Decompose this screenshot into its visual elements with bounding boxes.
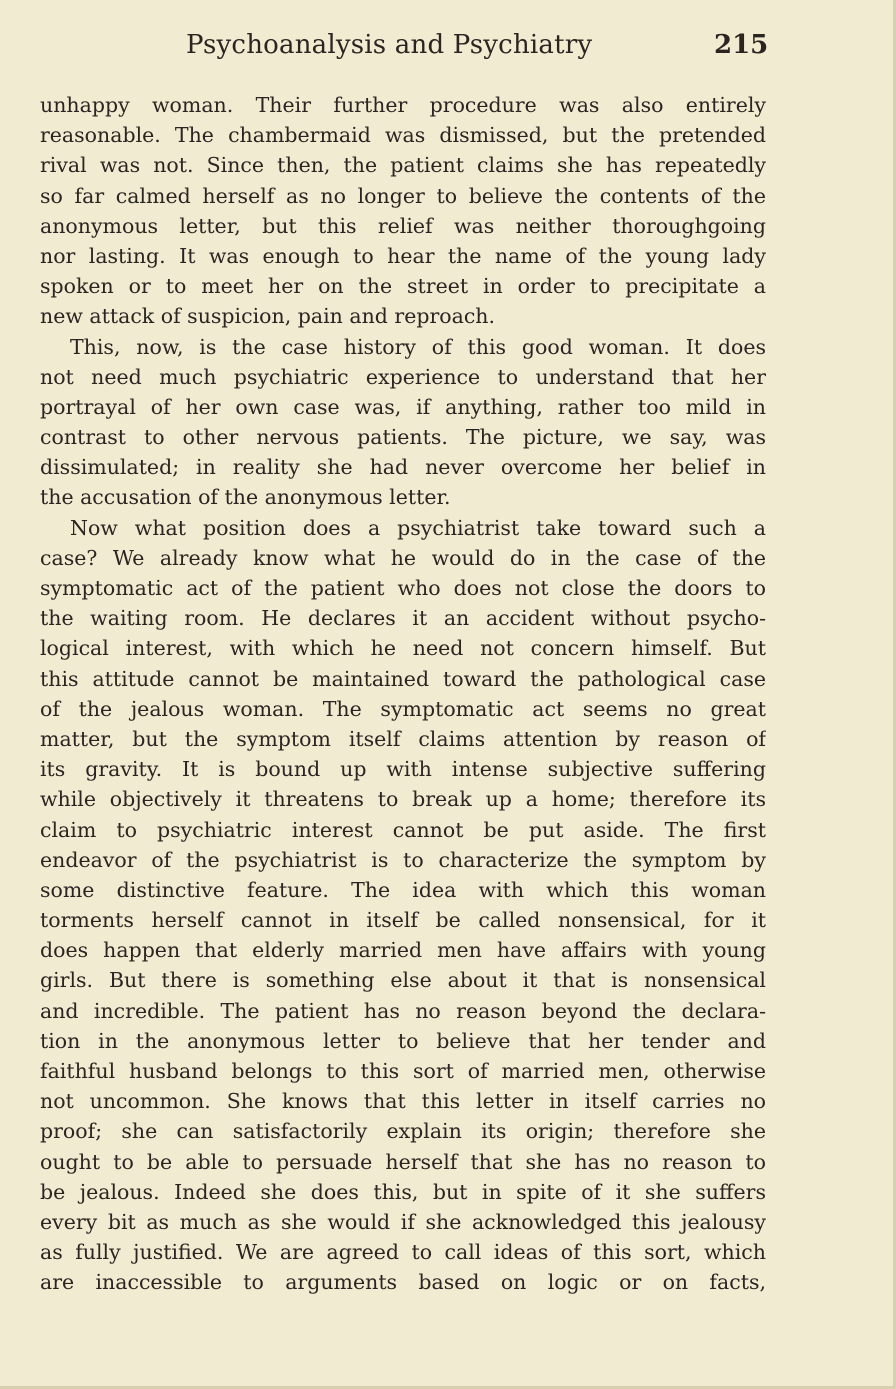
text-line: spoken or to meet her on the street in order to precipitate a: [40, 274, 766, 299]
text-line: torments herself cannot in itself be called nonsensical, for it: [40, 908, 766, 933]
text-line: the waiting room. He declares it an accident without psycho-: [40, 606, 766, 631]
text-line: tion in the anonymous letter to believe that her tender and: [40, 1028, 766, 1053]
text-line: dissimulated; in reality she had never overcome her belief in: [40, 455, 766, 480]
text-line: while objectively it threatens to break up a home; therefore its: [40, 787, 766, 812]
text-line: and incredible. The patient has no reason beyond the declara-: [40, 998, 766, 1023]
paragraph-first-line: Now what position does a psychiatrist take toward such a: [70, 515, 766, 540]
text-line: does happen that elderly married men have affairs with young: [40, 938, 766, 963]
text-line: the accusation of the anonymous letter.: [40, 485, 451, 510]
text-line: not need much psychiatric experience to understand that her: [40, 364, 766, 389]
body-text: [40, 90, 766, 1298]
text-line: endeavor of the psychiatrist is to characterize the symptom by: [40, 847, 766, 872]
text-line: every bit as much as she would if she acknowledged this jealousy: [40, 1209, 766, 1234]
text-line: new attack of suspicion, pain and reproach.: [40, 304, 496, 329]
text-line: reasonable. The chambermaid was dismissed, but the pretended: [40, 123, 766, 148]
text-line: matter, but the symptom itself claims attention by reason of: [40, 726, 766, 751]
text-line: portrayal of her own case was, if anything, rather too mild in: [40, 394, 766, 419]
text-line: faithful husband belongs to this sort of married men, otherwise: [40, 1059, 766, 1083]
text-line: contrast to other nervous patients. The picture, we say, was: [40, 425, 766, 450]
text-line: are inaccessible to arguments based on logic or on facts,: [40, 1270, 766, 1295]
page-number: 215: [714, 30, 769, 60]
text-line: this attitude cannot be maintained toward the pathological case: [40, 666, 766, 691]
text-line: be jealous. Indeed she does this, but in spite of it she suffers: [40, 1179, 766, 1204]
text-line: girls. But there is something else about it that is nonsensical: [40, 968, 766, 993]
text-line: as fully justified. We are agreed to call ideas of this sort, which: [40, 1240, 766, 1265]
text-line: not uncommon. She knows that this letter in itself carries no: [40, 1089, 766, 1114]
text-line: of the jealous woman. The symptomatic act seems no great: [40, 696, 766, 721]
text-line: case? We already know what he would do in the case of the: [40, 545, 766, 570]
running-title: Psychoanalysis and Psychiatry: [186, 30, 593, 60]
text-line: anonymous letter, but this relief was neither thoroughgoing: [40, 213, 766, 238]
running-head: [0, 28, 896, 68]
text-line: proof; she can satisfactorily explain its origin; therefore she: [40, 1119, 766, 1144]
text-line: ought to be able to persuade herself that she has no reason to: [40, 1149, 766, 1174]
text-line: nor lasting. It was enough to hear the name of the young lady: [40, 243, 766, 268]
text-line: symptomatic act of the patient who does not close the doors to: [40, 576, 766, 600]
text-line: its gravity. It is bound up with intense subjective suffering: [40, 757, 766, 782]
text-line: logical interest, with which he need not concern himself. But: [40, 636, 766, 661]
text-line: some distinctive feature. The idea with which this woman: [40, 877, 766, 902]
text-line: unhappy woman. Their further procedure was also entirely: [40, 93, 766, 117]
text-line: claim to psychiatric interest cannot be put aside. The first: [40, 817, 766, 842]
paragraph-first-line: This, now, is the case history of this good woman. It does: [70, 334, 766, 359]
text-line: so far calmed herself as no longer to believe the contents of the: [40, 183, 766, 208]
text-line: rival was not. Since then, the patient claims she has repeatedly: [40, 153, 766, 178]
